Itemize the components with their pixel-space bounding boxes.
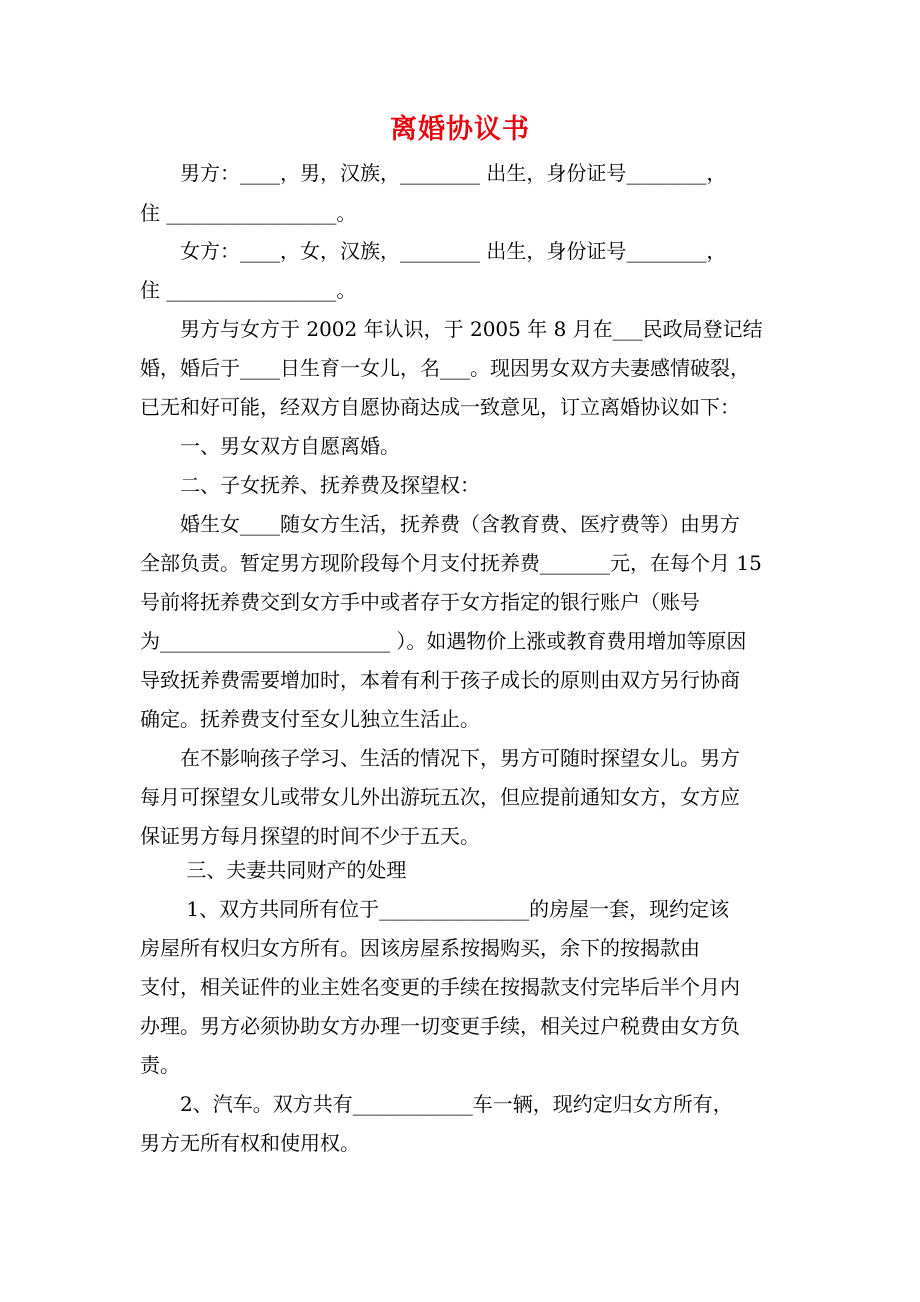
text-line: 三、夫妻共同财产的处理	[140, 858, 407, 882]
text-line: 导致抚养费需要增加时，本着有利于孩子成长的原则由双方另行协商	[140, 668, 740, 692]
text-line: 女方：____，女，汉族，________ 出生，身份证号________，	[140, 239, 727, 263]
text-line: 男方无所有权和使用权。	[140, 1131, 360, 1155]
text-line: 号前将抚养费交到女方手中或者存于女方指定的银行账户（账号	[140, 590, 700, 614]
text-line: 已无和好可能，经双方自愿协商达成一致意见，订立离婚协议如下：	[140, 395, 740, 419]
text-line: 确定。抚养费支付至女儿独立生活止。	[140, 707, 480, 731]
text-line: 婚，婚后于____日生育一女儿，名___。现因男女双方夫妻感情破裂，	[140, 356, 750, 380]
text-line: 2、汽车。双方共有____________车一辆，现约定归女方所有，	[140, 1092, 733, 1116]
text-line: 婚生女____随女方生活，抚养费（含教育费、医疗费等）由男方	[140, 512, 740, 536]
text-line: 一、男女双方自愿离婚。	[140, 434, 400, 458]
text-line: 责。	[140, 1053, 180, 1077]
text-line: 住 _________________。	[140, 201, 357, 225]
text-line: 男方与女方于 2002 年认识，于 2005 年 8 月在___民政局登记结	[140, 317, 763, 341]
text-line: 办理。男方必须协助女方办理一切变更手续，相关过户税费由女方负	[140, 1014, 740, 1038]
text-line: 1、双方共同所有位于_______________的房屋一套，现约定该	[140, 897, 730, 921]
text-line: 每月可探望女儿或带女儿外出游玩五次，但应提前通知女方，女方应	[140, 785, 740, 809]
text-line: 住 _________________。	[140, 278, 357, 302]
text-line: 在不影响孩子学习、生活的情况下，男方可随时探望女儿。男方	[140, 746, 740, 770]
document-title: 离婚协议书	[390, 114, 530, 145]
text-line: 全部负责。暂定男方现阶段每个月支付抚养费_______元，在每个月 15	[140, 551, 762, 575]
text-line: 支付，相关证件的业主姓名变更的手续在按揭款支付完毕后半个月内	[140, 975, 740, 999]
text-line: 保证男方每月探望的时间不少于五天。	[140, 824, 480, 848]
text-line: 二、子女抚养、抚养费及探望权：	[140, 473, 480, 497]
text-line: 男方：____，男，汉族，________ 出生，身份证号________，	[140, 161, 727, 185]
text-line: 房屋所有权归女方所有。因该房屋系按揭购买，余下的按揭款由	[140, 936, 700, 960]
text-line: 为_______________________ ）。如遇物价上涨或教育费用增加等原因	[140, 629, 747, 653]
